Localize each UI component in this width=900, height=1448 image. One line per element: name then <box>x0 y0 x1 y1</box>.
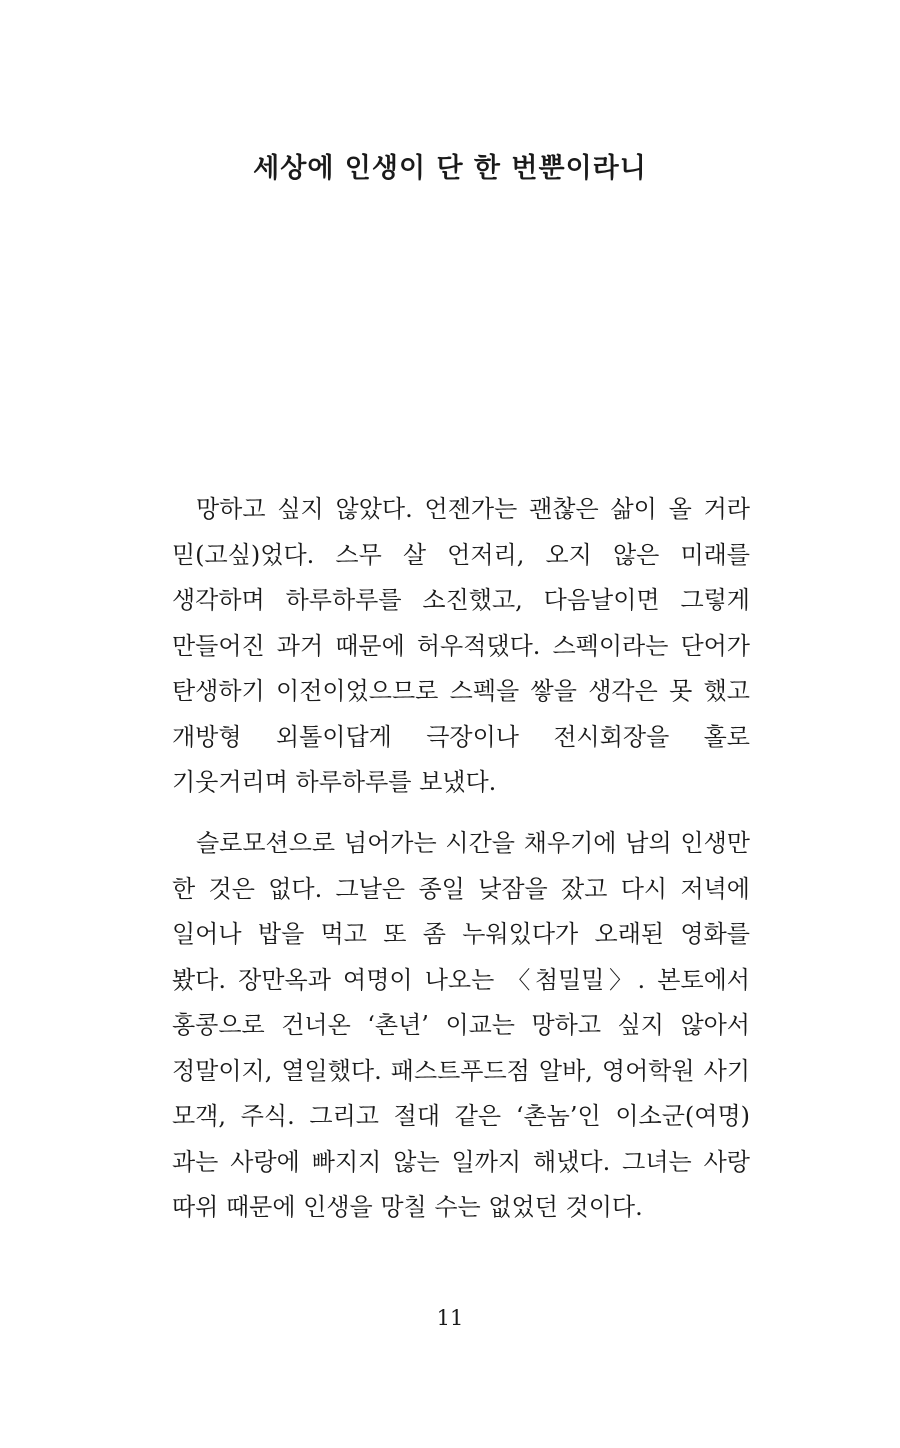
paragraph-1: 망하고 싶지 않았다. 언젠가는 괜찮은 삶이 올 거라 믿(고싶)었다. 스무 살 언저리, 오지 않은 미래를 생각하며 하루하루를 소진했고, 다음날이면 그렇게 만들어진 과거 때문에 허우적댔다. 스펙이라는 단어가 탄생하기 이전이었으므로 스펙을 쌓을 생각은 못 했고 개방형 외톨이답게 극장이나 전시회장을 홀로 기웃거리며 하루하루를 보냈다. <box>172 495 750 796</box>
paragraph-2: 슬로모션으로 넘어가는 시간을 채우기에 남의 인생만 한 것은 없다. 그날은 종일 낮잠을 잤고 다시 저녁에 일어나 밥을 먹고 또 좀 누워있다가 오래된 영화를 봤다. 장만옥과 여명이 나오는 〈첨밀밀〉. 본토에서 홍콩으로 건너온 ‘촌년’ 이교는 망하고 싶지 않아서 정말이지, 열일했다. 패스트푸드점 알바, 영어학원 사기 모객, 주식. 그리고 절대 같은 ‘촌놈’인 이소군(여명)과는 사랑에 빠지지 않는 일까지 해냈다. 그녀는 사랑 따위 때문에 인생을 망칠 수는 없었던 것이다. <box>172 829 750 1221</box>
chapter-title: 세상에 인생이 단 한 번뿐이라니 <box>253 153 647 184</box>
page-number: 11 <box>436 1306 464 1330</box>
